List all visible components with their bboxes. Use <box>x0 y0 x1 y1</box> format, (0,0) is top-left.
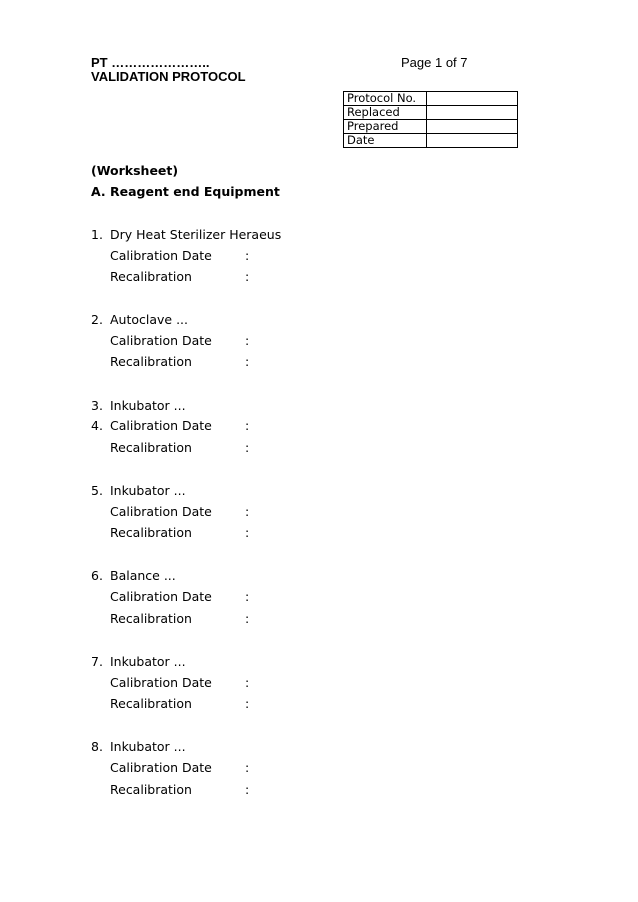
meta-row-protocol-no <box>344 92 518 106</box>
item-name: Inkubator ... <box>110 739 186 754</box>
colon: : <box>245 440 250 455</box>
item-number: 8. <box>91 739 103 754</box>
colon: : <box>245 525 250 540</box>
meta-label: Protocol No. <box>344 92 427 106</box>
worksheet-label: (Worksheet) <box>91 163 179 178</box>
meta-row-date <box>344 134 518 148</box>
item-number: 3. <box>91 398 103 413</box>
colon: : <box>245 782 250 797</box>
meta-value <box>427 120 518 134</box>
colon: : <box>245 354 250 369</box>
item-number: 7. <box>91 654 103 669</box>
calibration-date-label: Calibration Date <box>110 504 212 519</box>
colon: : <box>245 269 250 284</box>
recalibration-label: Recalibration <box>110 440 192 455</box>
item-number: 1. <box>91 227 103 242</box>
calibration-date-label: Calibration Date <box>110 760 212 775</box>
colon: : <box>245 611 250 626</box>
protocol-meta-table <box>343 91 518 148</box>
colon: : <box>245 504 250 519</box>
document-title: VALIDATION PROTOCOL <box>91 69 246 84</box>
colon: : <box>245 589 250 604</box>
recalibration-label: Recalibration <box>110 782 192 797</box>
calibration-date-label: Calibration Date <box>110 333 212 348</box>
recalibration-label: Recalibration <box>110 696 192 711</box>
calibration-date-label: Calibration Date <box>110 418 212 433</box>
colon: : <box>245 696 250 711</box>
item-number: 5. <box>91 483 103 498</box>
recalibration-label: Recalibration <box>110 354 192 369</box>
page-indicator: Page 1 of 7 <box>401 55 468 70</box>
colon: : <box>245 760 250 775</box>
meta-value <box>427 106 518 120</box>
item-name: Inkubator ... <box>110 654 186 669</box>
meta-row-prepared <box>344 120 518 134</box>
recalibration-label: Recalibration <box>110 269 192 284</box>
item-name: Autoclave ... <box>110 312 189 327</box>
section-heading: A. Reagent end Equipment <box>91 184 280 199</box>
meta-value <box>427 134 518 148</box>
calibration-date-label: Calibration Date <box>110 675 212 690</box>
colon: : <box>245 418 250 433</box>
meta-row-replaced <box>344 106 518 120</box>
item-name: Dry Heat Sterilizer Heraeus <box>110 227 282 242</box>
calibration-date-label: Calibration Date <box>110 589 212 604</box>
item-name: Inkubator ... <box>110 398 186 413</box>
item-number: 6. <box>91 568 103 583</box>
meta-label: Prepared <box>344 120 427 134</box>
meta-label: Replaced <box>344 106 427 120</box>
colon: : <box>245 248 250 263</box>
recalibration-label: Recalibration <box>110 611 192 626</box>
colon: : <box>245 675 250 690</box>
item-name: Inkubator ... <box>110 483 186 498</box>
colon: : <box>245 333 250 348</box>
item-number: 4. <box>91 418 103 433</box>
recalibration-label: Recalibration <box>110 525 192 540</box>
item-number: 2. <box>91 312 103 327</box>
item-name: Balance ... <box>110 568 176 583</box>
company-name: PT ………………….. <box>91 55 210 70</box>
calibration-date-label: Calibration Date <box>110 248 212 263</box>
meta-label: Date <box>344 134 427 148</box>
meta-value <box>427 92 518 106</box>
